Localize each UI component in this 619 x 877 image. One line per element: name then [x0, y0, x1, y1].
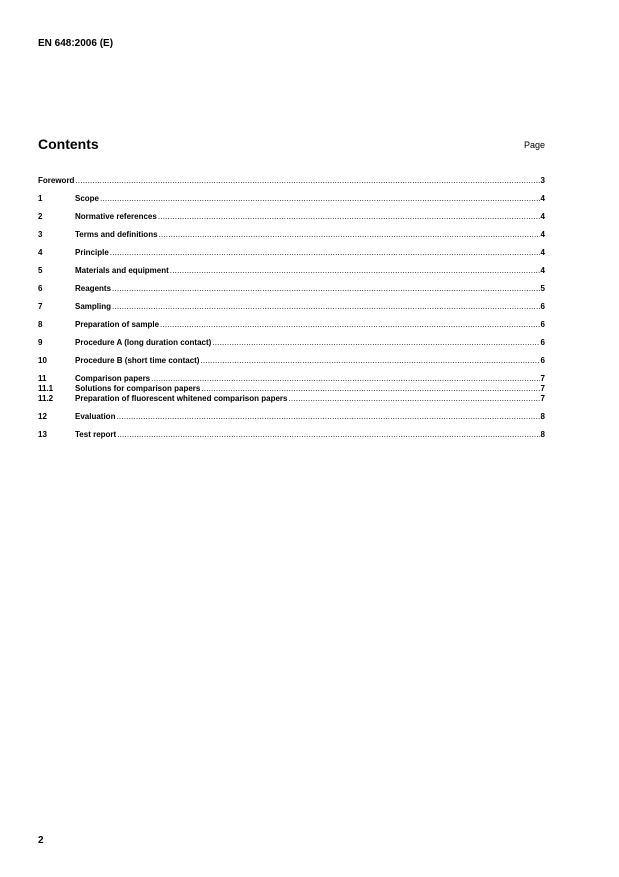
toc-entry[interactable]	[38, 302, 545, 312]
document-id: EN 648:2006 (E)	[38, 38, 114, 49]
toc-entry[interactable]	[38, 384, 545, 394]
toc-entry-title: Procedure A (long duration contact)	[75, 338, 212, 347]
toc-entry-number: 2	[38, 212, 43, 221]
toc-entry-number: 8	[38, 320, 43, 329]
toc-entry[interactable]	[38, 356, 545, 366]
toc-entry-number: 12	[38, 412, 47, 421]
toc-entry-number: 5	[38, 266, 43, 275]
toc-entry-title: Test report	[75, 430, 117, 439]
toc-entry-number: 11	[38, 374, 47, 383]
toc-entry[interactable]	[38, 248, 545, 258]
toc-entry-number: 7	[38, 302, 43, 311]
toc-entry-page: 7	[540, 394, 545, 403]
toc-leader-dots	[110, 248, 540, 258]
toc-leader-dots	[201, 384, 539, 394]
toc-entry-number: 11.1	[38, 384, 54, 393]
toc-entry[interactable]	[38, 338, 545, 348]
toc-entry-page: 4	[540, 230, 545, 239]
toc-entry-title: Evaluation	[75, 412, 116, 421]
toc-entry[interactable]	[38, 212, 545, 222]
toc-entry-page: 7	[540, 374, 545, 383]
toc-entry-title: Comparison papers	[75, 374, 151, 383]
toc-entry-number: 13	[38, 430, 47, 439]
toc-leader-dots	[160, 320, 540, 330]
toc-entry[interactable]	[38, 194, 545, 204]
toc-leader-dots	[159, 230, 540, 240]
toc-entry[interactable]	[38, 394, 545, 404]
toc-entry-number: 1	[38, 194, 43, 203]
toc-entry-title: Scope	[75, 194, 100, 203]
table-of-contents	[38, 176, 545, 440]
toc-entry[interactable]	[38, 266, 545, 276]
toc-entry-title: Reagents	[75, 284, 112, 293]
page-column-label: Page	[523, 140, 545, 150]
toc-leader-dots	[158, 212, 540, 222]
toc-entry-title: Materials and equipment	[75, 266, 169, 275]
toc-entry-title: Sampling	[75, 302, 112, 311]
toc-entry-title: Solutions for comparison papers	[75, 384, 201, 393]
toc-entry-page: 4	[540, 194, 545, 203]
toc-entry-title: Procedure B (short time contact)	[75, 356, 200, 365]
toc-leader-dots	[117, 430, 539, 440]
toc-leader-dots	[289, 394, 540, 404]
toc-entry-title: Principle	[75, 248, 109, 257]
toc-entry-title: Terms and definitions	[75, 230, 158, 239]
toc-leader-dots	[200, 356, 539, 366]
contents-heading: Contents	[38, 136, 99, 152]
toc-leader-dots	[112, 284, 540, 294]
toc-entry-number: 10	[38, 356, 47, 365]
toc-entry-page: 4	[540, 212, 545, 221]
toc-leader-dots	[112, 302, 540, 312]
toc-entry[interactable]	[38, 230, 545, 240]
toc-entry-page: 6	[540, 356, 545, 365]
toc-leader-dots	[116, 412, 539, 422]
toc-entry[interactable]	[38, 320, 545, 330]
toc-leader-dots	[100, 194, 540, 204]
toc-entry-page: 8	[540, 430, 545, 439]
toc-entry-page: 6	[540, 320, 545, 329]
toc-leader-dots	[212, 338, 539, 348]
toc-entry-number: 4	[38, 248, 43, 257]
toc-entry[interactable]	[38, 176, 545, 186]
toc-leader-dots	[75, 176, 539, 186]
toc-entry-page: 8	[540, 412, 545, 421]
toc-entry-page: 5	[540, 284, 545, 293]
page-number: 2	[38, 835, 44, 846]
toc-entry-page: 6	[540, 302, 545, 311]
toc-entry-page: 4	[540, 266, 545, 275]
toc-entry-title: Preparation of fluorescent whitened comparison papers	[75, 394, 288, 403]
toc-entry[interactable]	[38, 412, 545, 422]
toc-leader-dots	[151, 374, 539, 384]
toc-entry[interactable]	[38, 284, 545, 294]
toc-entry[interactable]	[38, 430, 545, 440]
toc-entry-page: 6	[540, 338, 545, 347]
toc-entry-title: Preparation of sample	[75, 320, 160, 329]
toc-entry-page: 7	[540, 384, 545, 393]
toc-entry-title: Normative references	[75, 212, 157, 221]
toc-entry-page: 3	[540, 176, 545, 185]
toc-entry-number: 11.2	[38, 394, 54, 403]
toc-entry-number: 9	[38, 338, 43, 347]
toc-leader-dots	[170, 266, 540, 276]
toc-entry[interactable]	[38, 374, 545, 384]
toc-entry-number: 3	[38, 230, 43, 239]
toc-entry-title: Foreword	[38, 176, 75, 185]
toc-entry-number: 6	[38, 284, 43, 293]
toc-entry-page: 4	[540, 248, 545, 257]
